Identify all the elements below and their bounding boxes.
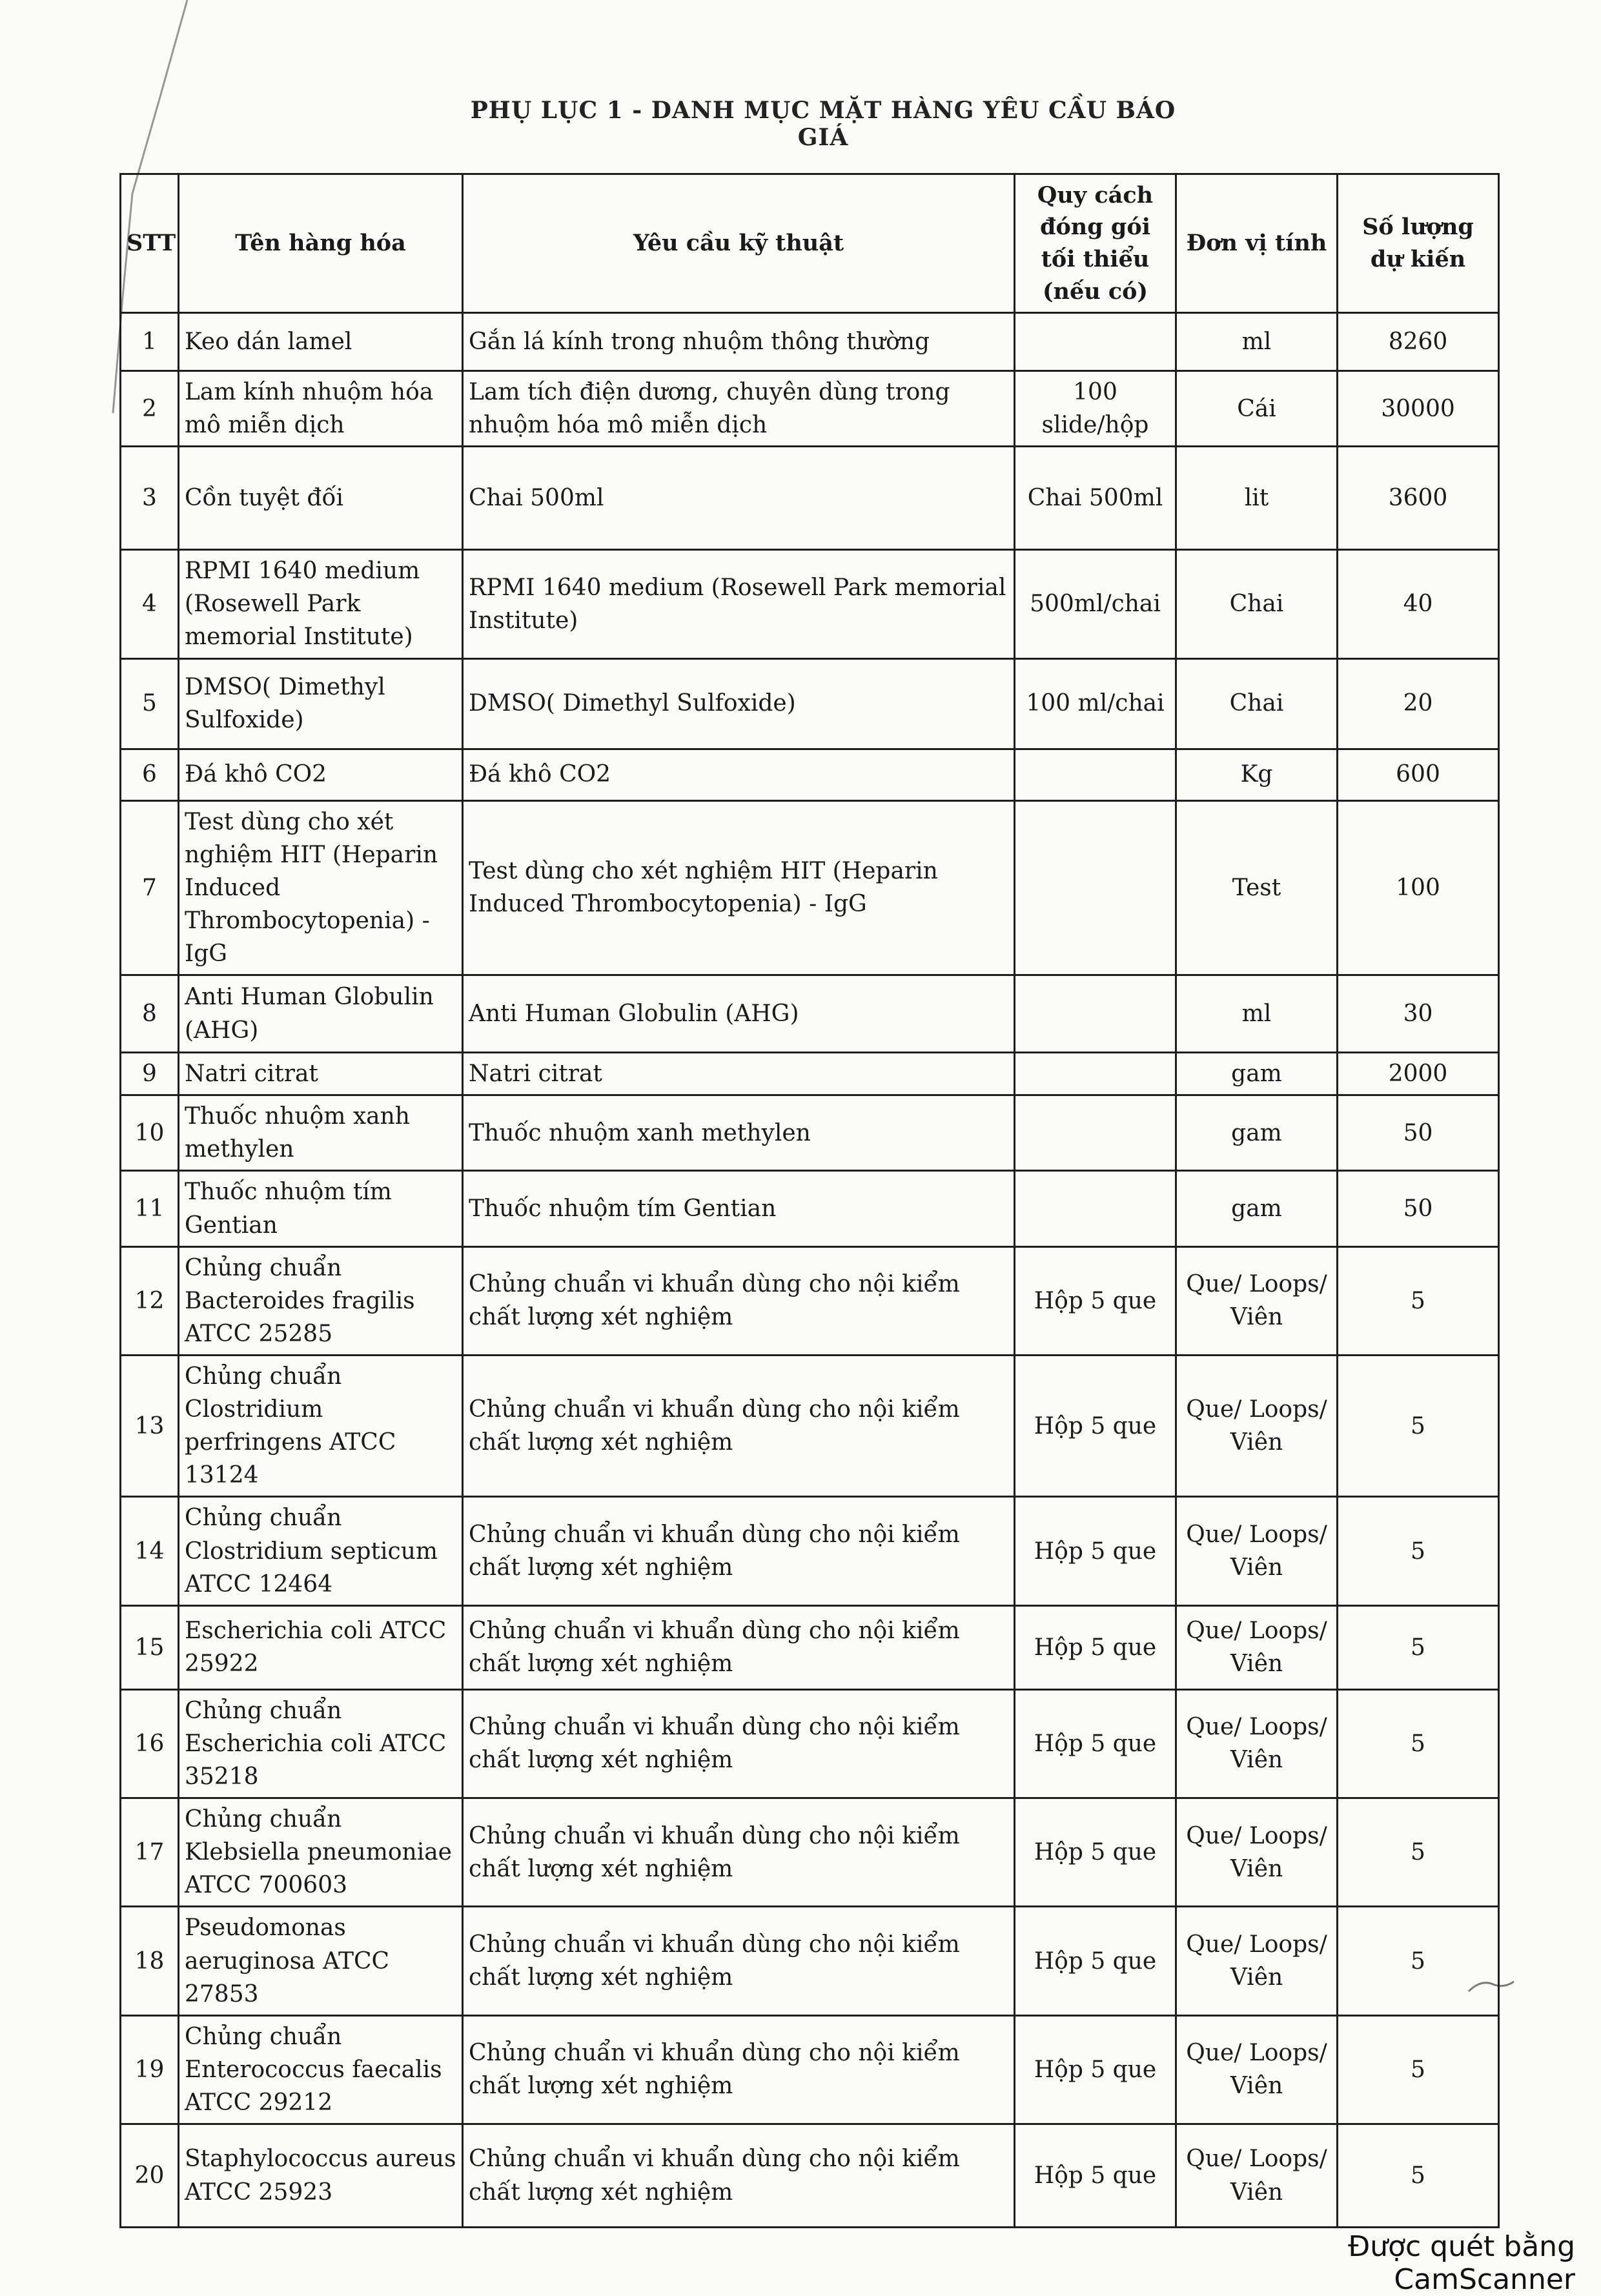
- table-row: [121, 313, 1499, 371]
- table-row: [121, 371, 1499, 447]
- cell-packaging: Hộp 5 que: [1015, 1355, 1176, 1496]
- cell-stt: 16: [121, 1689, 179, 1798]
- table-row: [121, 1171, 1499, 1246]
- table-row: [121, 1689, 1499, 1798]
- cell-technical-requirement: Thuốc nhuộm tím Gentian: [463, 1171, 1015, 1246]
- cell-quantity: 20: [1338, 658, 1499, 749]
- cell-quantity: 600: [1338, 749, 1499, 800]
- cell-packaging: Hộp 5 que: [1015, 1605, 1176, 1689]
- cell-item-name: DMSO( Dimethyl Sulfoxide): [179, 658, 463, 749]
- header-unit: Đơn vị tính: [1176, 174, 1338, 313]
- table-header-row: [121, 174, 1499, 313]
- table-row: [121, 1798, 1499, 1907]
- table-row: [121, 2124, 1499, 2228]
- cell-packaging: Hộp 5 que: [1015, 1798, 1176, 1907]
- cell-item-name: Cồn tuyệt đối: [179, 447, 463, 550]
- cell-technical-requirement: Chủng chuẩn vi khuẩn dùng cho nội kiểm chất lượng xét nghiệm: [463, 1798, 1015, 1907]
- table-row: [121, 800, 1499, 975]
- table-row: [121, 1246, 1499, 1355]
- cell-item-name: Chủng chuẩn Escherichia coli ATCC 35218: [179, 1689, 463, 1798]
- cell-item-name: RPMI 1640 medium (Rosewell Park memorial Institute): [179, 550, 463, 658]
- cell-packaging: [1015, 800, 1176, 975]
- cell-stt: 4: [121, 550, 179, 658]
- cell-technical-requirement: Đá khô CO2: [463, 749, 1015, 800]
- cell-packaging: [1015, 1095, 1176, 1171]
- cell-packaging: [1015, 1053, 1176, 1095]
- cell-unit: Chai: [1176, 658, 1338, 749]
- cell-stt: 9: [121, 1053, 179, 1095]
- cell-packaging: Chai 500ml: [1015, 447, 1176, 550]
- cell-item-name: Thuốc nhuộm xanh methylen: [179, 1095, 463, 1171]
- cell-quantity: 30: [1338, 975, 1499, 1053]
- cell-quantity: 5: [1338, 1246, 1499, 1355]
- cell-item-name: Anti Human Globulin (AHG): [179, 975, 463, 1053]
- cell-technical-requirement: Chai 500ml: [463, 447, 1015, 550]
- cell-unit: Que/ Loops/ Viên: [1176, 2015, 1338, 2124]
- cell-unit: gam: [1176, 1053, 1338, 1095]
- cell-technical-requirement: Natri citrat: [463, 1053, 1015, 1095]
- cell-quantity: 5: [1338, 2124, 1499, 2228]
- cell-stt: 12: [121, 1246, 179, 1355]
- cell-quantity: 50: [1338, 1095, 1499, 1171]
- cell-packaging: [1015, 749, 1176, 800]
- cell-technical-requirement: Chủng chuẩn vi khuẩn dùng cho nội kiểm chất lượng xét nghiệm: [463, 1605, 1015, 1689]
- cell-quantity: 5: [1338, 1689, 1499, 1798]
- cell-technical-requirement: Lam tích điện dương, chuyên dùng trong nhuộm hóa mô miễn dịch: [463, 371, 1015, 447]
- cell-packaging: [1015, 975, 1176, 1053]
- cell-technical-requirement: Test dùng cho xét nghiệm HIT (Heparin Induced Thrombocytopenia) - IgG: [463, 800, 1015, 975]
- cell-technical-requirement: RPMI 1640 medium (Rosewell Park memorial Institute): [463, 550, 1015, 658]
- cell-stt: 6: [121, 749, 179, 800]
- table-row: [121, 1355, 1499, 1496]
- table-body: [121, 313, 1499, 2228]
- cell-item-name: Chủng chuẩn Klebsiella pneumoniae ATCC 700603: [179, 1798, 463, 1907]
- cell-technical-requirement: Chủng chuẩn vi khuẩn dùng cho nội kiểm chất lượng xét nghiệm: [463, 1497, 1015, 1605]
- cell-quantity: 40: [1338, 550, 1499, 658]
- cell-technical-requirement: Gắn lá kính trong nhuộm thông thường: [463, 313, 1015, 371]
- cell-quantity: 5: [1338, 1798, 1499, 1907]
- cell-item-name: Thuốc nhuộm tím Gentian: [179, 1171, 463, 1246]
- table-row: [121, 1605, 1499, 1689]
- cell-item-name: Lam kính nhuộm hóa mô miễn dịch: [179, 371, 463, 447]
- cell-packaging: [1015, 1171, 1176, 1246]
- cell-technical-requirement: DMSO( Dimethyl Sulfoxide): [463, 658, 1015, 749]
- header-stt: STT: [121, 174, 179, 313]
- cell-quantity: 50: [1338, 1171, 1499, 1246]
- cell-unit: Kg: [1176, 749, 1338, 800]
- cell-stt: 13: [121, 1355, 179, 1496]
- cell-unit: Que/ Loops/ Viên: [1176, 2124, 1338, 2228]
- cell-unit: Que/ Loops/ Viên: [1176, 1689, 1338, 1798]
- cell-stt: 10: [121, 1095, 179, 1171]
- cell-unit: lit: [1176, 447, 1338, 550]
- cell-quantity: 5: [1338, 2015, 1499, 2124]
- cell-stt: 2: [121, 371, 179, 447]
- cell-item-name: Chủng chuẩn Clostridium perfringens ATCC 13124: [179, 1355, 463, 1496]
- cell-packaging: Hộp 5 que: [1015, 2015, 1176, 2124]
- table-row: [121, 1095, 1499, 1171]
- cell-item-name: Chủng chuẩn Clostridium septicum ATCC 12464: [179, 1497, 463, 1605]
- cell-stt: 7: [121, 800, 179, 975]
- cell-quantity: 5: [1338, 1355, 1499, 1496]
- cell-stt: 20: [121, 2124, 179, 2228]
- table-row: [121, 1497, 1499, 1605]
- cell-unit: ml: [1176, 313, 1338, 371]
- cell-item-name: Đá khô CO2: [179, 749, 463, 800]
- cell-technical-requirement: Chủng chuẩn vi khuẩn dùng cho nội kiểm chất lượng xét nghiệm: [463, 1355, 1015, 1496]
- cell-item-name: Test dùng cho xét nghiệm HIT (Heparin Induced Thrombocytopenia) - IgG: [179, 800, 463, 975]
- cell-packaging: 100 ml/chai: [1015, 658, 1176, 749]
- cell-packaging: Hộp 5 que: [1015, 2124, 1176, 2228]
- table-row: [121, 550, 1499, 658]
- table-row: [121, 749, 1499, 800]
- page-title: PHỤ LỤC 1 - DANH MỤC MẶT HÀNG YÊU CẦU BÁO GIÁ: [470, 97, 1176, 151]
- cell-stt: 19: [121, 2015, 179, 2124]
- table-row: [121, 975, 1499, 1053]
- cell-technical-requirement: Thuốc nhuộm xanh methylen: [463, 1095, 1015, 1171]
- cell-quantity: 5: [1338, 1497, 1499, 1605]
- items-table: [119, 173, 1500, 2228]
- cell-stt: 15: [121, 1605, 179, 1689]
- cell-quantity: 3600: [1338, 447, 1499, 550]
- cell-item-name: Pseudomonas aeruginosa ATCC 27853: [179, 1907, 463, 2015]
- cell-quantity: 5: [1338, 1605, 1499, 1689]
- cell-unit: Que/ Loops/ Viên: [1176, 1798, 1338, 1907]
- cell-item-name: Natri citrat: [179, 1053, 463, 1095]
- cell-technical-requirement: Anti Human Globulin (AHG): [463, 975, 1015, 1053]
- cell-item-name: Staphylococcus aureus ATCC 25923: [179, 2124, 463, 2228]
- cell-technical-requirement: Chủng chuẩn vi khuẩn dùng cho nội kiểm chất lượng xét nghiệm: [463, 2015, 1015, 2124]
- cell-unit: Que/ Loops/ Viên: [1176, 1907, 1338, 2015]
- cell-unit: Que/ Loops/ Viên: [1176, 1497, 1338, 1605]
- cell-item-name: Chủng chuẩn Bacteroides fragilis ATCC 25285: [179, 1246, 463, 1355]
- cell-packaging: Hộp 5 que: [1015, 1689, 1176, 1798]
- cell-quantity: 2000: [1338, 1053, 1499, 1095]
- cell-unit: Que/ Loops/ Viên: [1176, 1246, 1338, 1355]
- cell-unit: Cái: [1176, 371, 1338, 447]
- cell-quantity: 5: [1338, 1907, 1499, 2015]
- header-requirement: Yêu cầu kỹ thuật: [463, 174, 1015, 313]
- header-quantity: Số lượng dự kiến: [1338, 174, 1499, 313]
- cell-quantity: 8260: [1338, 313, 1499, 371]
- table-row: [121, 658, 1499, 749]
- cell-unit: gam: [1176, 1171, 1338, 1246]
- cell-item-name: Keo dán lamel: [179, 313, 463, 371]
- cell-stt: 3: [121, 447, 179, 550]
- header-name: Tên hàng hóa: [179, 174, 463, 313]
- cell-stt: 11: [121, 1171, 179, 1246]
- cell-unit: Que/ Loops/ Viên: [1176, 1355, 1338, 1496]
- cell-stt: 17: [121, 1798, 179, 1907]
- table-row: [121, 1053, 1499, 1095]
- cell-item-name: Escherichia coli ATCC 25922: [179, 1605, 463, 1689]
- cell-unit: Test: [1176, 800, 1338, 975]
- cell-unit: Que/ Loops/ Viên: [1176, 1605, 1338, 1689]
- table-row: [121, 2015, 1499, 2124]
- cell-stt: 8: [121, 975, 179, 1053]
- table-row: [121, 447, 1499, 550]
- header-packaging: Quy cách đóng gói tối thiểu (nếu có): [1015, 174, 1176, 313]
- cell-packaging: 500ml/chai: [1015, 550, 1176, 658]
- cell-quantity: 100: [1338, 800, 1499, 975]
- table-row: [121, 1907, 1499, 2015]
- cell-quantity: 30000: [1338, 371, 1499, 447]
- cell-technical-requirement: Chủng chuẩn vi khuẩn dùng cho nội kiểm chất lượng xét nghiệm: [463, 1689, 1015, 1798]
- cell-stt: 1: [121, 313, 179, 371]
- cell-technical-requirement: Chủng chuẩn vi khuẩn dùng cho nội kiểm chất lượng xét nghiệm: [463, 1246, 1015, 1355]
- cell-unit: Chai: [1176, 550, 1338, 658]
- cell-unit: ml: [1176, 975, 1338, 1053]
- cell-stt: 18: [121, 1907, 179, 2015]
- cell-technical-requirement: Chủng chuẩn vi khuẩn dùng cho nội kiểm chất lượng xét nghiệm: [463, 1907, 1015, 2015]
- cell-stt: 5: [121, 658, 179, 749]
- cell-packaging: [1015, 313, 1176, 371]
- cell-packaging: Hộp 5 que: [1015, 1907, 1176, 2015]
- cell-packaging: Hộp 5 que: [1015, 1246, 1176, 1355]
- cell-item-name: Chủng chuẩn Enterococcus faecalis ATCC 29212: [179, 2015, 463, 2124]
- cell-packaging: Hộp 5 que: [1015, 1497, 1176, 1605]
- cell-stt: 14: [121, 1497, 179, 1605]
- cell-technical-requirement: Chủng chuẩn vi khuẩn dùng cho nội kiểm chất lượng xét nghiệm: [463, 2124, 1015, 2228]
- scanner-watermark: Được quét bằng CamScanner: [1348, 2230, 1575, 2296]
- cell-packaging: 100 slide/hộp: [1015, 371, 1176, 447]
- cell-unit: gam: [1176, 1095, 1338, 1171]
